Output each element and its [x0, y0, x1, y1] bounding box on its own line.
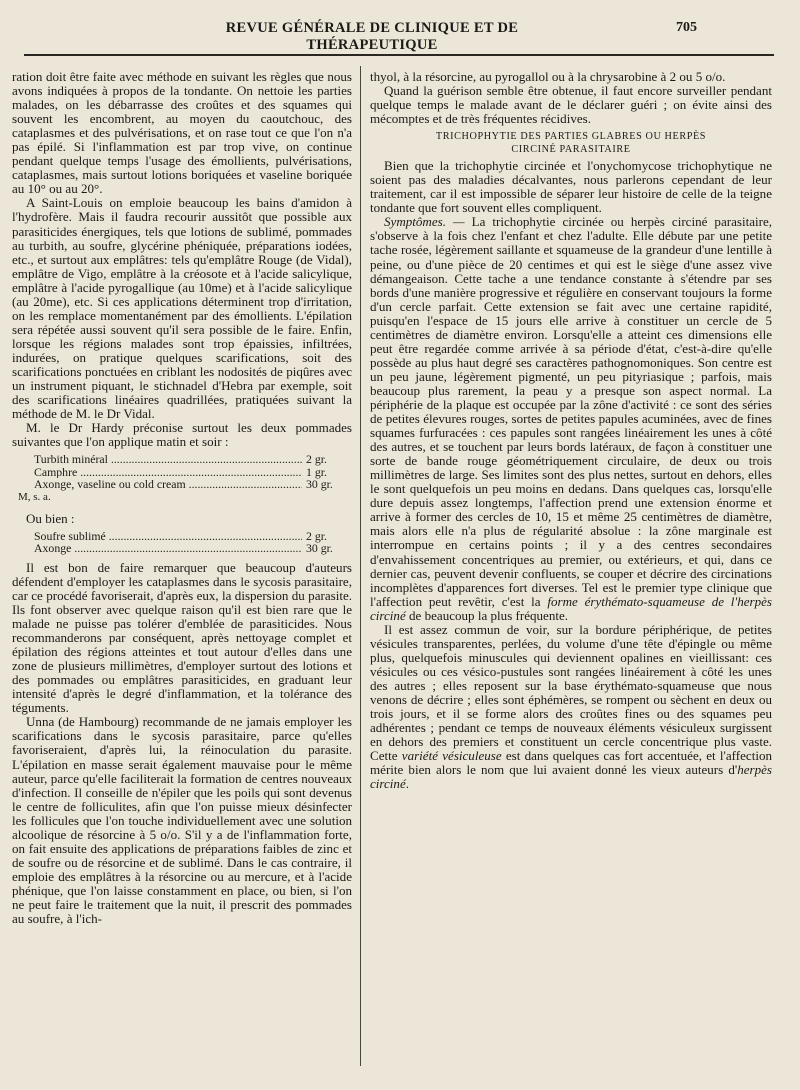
italic-term: variété vésiculeuse [401, 748, 502, 764]
section-heading [370, 130, 772, 156]
formula-block [12, 530, 352, 555]
paragraph [370, 215, 772, 622]
formula-row [12, 466, 352, 479]
ingredient-name: Turbith minéral ..... [12, 453, 302, 466]
paragraph: Il est bon de faire remarquer que beaucoup d'auteurs défendent d'employer les cataplasmes dans le sycosis parasitaire, car ce procédé favoriserait, d'après eux, la dispersion du parasite. Ils font observer avec quelque raison qu'il est bien rare que le malade ne puisse pas tolérer d'emblée de parasiticides. Nous recommanderons par conséquent, après nettoyage complet et épilation des régions atteintes et tout autour d'elles dans une zone de plusieurs millimètres, d'employer surtout des lotions et des pommades ou emplâtres parasiticides, en graduant leur intensité d'après le degré d'inflammation, et la tolérance des téguments. [12, 559, 352, 716]
ingredient-name: Soufre sublimé ..... [12, 530, 302, 543]
italic-term: forme érythémato-squameuse de l'herpès circiné [370, 593, 772, 623]
paragraph-text: La trichophytie circinée ou herpès circiné parasitaire, s'observe à la fois chez l'enfant et chez l'adulte. Elle débute par une petite tache rosée, légèrement saillante et squameuse de la grandeur d'une lentille à peine, ou d'une pièce de 20 centimes et qui est le siège d'une assez vive démangeaison. Cette tache a une tendance constante à s'étendre par ses bords d'une manière progressive et régulière en conservant toujours la forme d'un cercle parfait. Cette extension se fait avec une certaine rapidité, puisqu'en l'espace de 15 jours elle arrive à constituer un cercle de 5 centimètres de diamètre environ. Lorsqu'elle a atteint ces dimensions elle peut être regardée comme arrivée à sa période d'état, c'est-à-dire qu'elle possède au plus haut degré ses caractères pathognomoniques. Son centre est un peu jaune, légèrement pigmenté, un peu pityriasique ; parfois, mais beaucoup plus rarement, la peau y a presque son aspect normal. La périphérie de la plaque est occupée par la zône d'activité : ce sont des séries de petites élevures rouges, sortes de petites papules acuminées, avec de fines squames furfuracées : ces papules sont rangées linéairement les unes à côté des autres, et se touchent par leurs bords latéraux, de façon à constituer une sorte de bande rouge géométriquement circulaire, de deux ou trois millimètres de large. Ses limites sont des plus nettes, surtout en dehors, elles le sont quelquefois un peu moins en dedans. Dans quelques cas, lorsqu'elle dure depuis assez longtemps, l'affection prend une extension énorme et arrive à former des cercles de 10, 15 et même 25 centimètres de diamètre, mais alors elle n'a plus de régularité absolue : la zône marginale est interrompue en certains points ; il y a des centres secondaires d'envahissement concentriques au premier, ou extérieurs, et qui, dans ce dernier cas, peuvent devenir confluents, se couper et décrire des circinations incomplètes d'apparences fort diverses. Tel est le premier type clinique que l'affection peut revêtir, c'est la [370, 214, 773, 609]
paragraph: A Saint-Louis on emploie beaucoup les bains d'amidon à l'hydrofère. Mais il faudra recourir aussitôt que possible aux parasiticides énergiques, tels que lotions de sublimé, pommades au turbith, au soufre, glycérine phéniquée, préparations iodées, etc., et surtout aux emplâtres: tels qu'emplâtre Rouge (de Vidal), emplâtre de Vigo, emplâtre à la créosote et à l'acide salicylique, emplâtre à l'acide pyrogallique (au 10me) et à l'acide salicylique (au 20me), etc. Si ces applications déterminent trop d'irritation, on les remplace momentanément par des émollients. L'épilation sera répétée aussi souvent qu'il sera possible de le faire. Enfin, lorsque les régions malades sont trop épaissies, infiltrées, indurées, on pratique quelques scarifications, soit des scarifications ponctuées en criblant les nodosités de piqûres avec un instrument piquant, le stichnadel d'Hebra par exemple, soit des scarifications linéaires quadrillées, pratiquées suivant la méthode de M. le Dr Vidal. [12, 195, 352, 422]
formula-row [12, 530, 352, 543]
formula-block [12, 453, 352, 503]
ingredient-qty: 2 gr. [306, 528, 327, 543]
page-number: 705 [676, 20, 697, 35]
paragraph-text: est dans quelques cas fort accentuée, et l'affection mérite bien alors le nom que lui avaient donné les vieux auteurs d' [370, 748, 773, 778]
formula-row [12, 453, 352, 466]
ingredient-qty: 30 gr. [306, 477, 333, 492]
formula-row [12, 478, 352, 491]
section-heading-line: CIRCINÉ PARASITAIRE [511, 144, 631, 156]
symptomes-label: Symptômes. — [384, 214, 465, 230]
ingredient-qty: 30 gr. [306, 541, 333, 556]
header-rule [24, 54, 774, 56]
running-title: REVUE GÉNÉRALE DE CLINIQUE ET DE THÉRAPEUTIQUE [225, 20, 519, 53]
ou-bien-label: Ou bien : [26, 510, 75, 526]
page-header [0, 18, 800, 53]
paragraph-text: de beaucoup la plus fréquente. [409, 607, 569, 623]
paragraph: ration doit être faite avec méthode en suivant les règles que nous avons indiquées à propos de la tondante. On nettoie les parties malades, on les débarrasse des croûtes et des squames qui souvent les encombrent, au moyen du caoutchouc, des cataplasmes et des pulvérisations, et on rase tout ce que l'on n'a pas épilé. Si l'inflammation est par trop vive, on continue pendant quelque temps l'usage des émollients, pulvérisations, cataplasmes, mais surtout lotions boriquées et vaseline boriquée au 10° ou au 20°. [12, 69, 352, 197]
column-divider [360, 66, 361, 1066]
paragraph [370, 623, 772, 792]
right-column [370, 70, 772, 791]
left-column [12, 70, 352, 926]
paragraph: Quand la guérison semble être obtenue, il faut encore surveiller pendant quelque temps le malade avant de le déclarer guéri ; on évite ainsi des mécomptes et de très fréquentes récidives. [370, 83, 772, 127]
italic-term: herpès circiné [370, 762, 772, 792]
paragraph: Bien que la trichophytie circinée et l'onychomycose trichophytique ne soient pas des maladies décalvantes, nous parlerons cependant de leur traitement, car il est impossible de séparer leur histoire de celle de la teigne tondante que fort souvent elles compliquent. [370, 158, 772, 216]
paragraph-text: . [405, 776, 410, 792]
paragraph: Unna (de Hambourg) recommande de ne jamais employer les scarifications dans le sycosis parasitaire, parce qu'elles favoriseraient, d'après lui, la réinoculation du parasite. L'épilation en masse serait également mauvaise pour le même auteur, parce qu'elle faciliterait la formation de centres nouveaux d'infection. Il conseille de n'épiler que les poils qui sont devenus le centre de folliculites, afin que l'on puisse mieux désinfecter les follicules que l'on touche individuellement avec une solution alcoolique de résorcine à 5 o/o. S'il y a de l'inflammation forte, on fait ensuite des applications de préparations faibles de zinc et de soufre ou de résorcine et de sublimé. Dans le cas contraire, il emploie des emplâtres à la résorcine ou au mercure, et à l'acide phénique, que l'on laisse constamment en place, ou bien, si l'on ne peut faire le traitement que la nuit, il prescrit des pommades au soufre, à l'ich- [12, 714, 352, 927]
formula-instruction: M, s. a. [18, 491, 51, 504]
ingredient-qty: 2 gr. [306, 452, 327, 467]
ingredient-name: Camphre ..... [12, 466, 302, 479]
paragraph-text: Il est assez commun de voir, sur la bordure périphérique, de petites vésicules transparentes, perlées, du volume d'une tête d'épingle ou même plus, quelquefois minuscules qui deviennent opalines en vieillissant: ces vésicules ou ces vésico-pustules sont rangées linéairement à côté les unes des autres ; elles reposent sur la base érythémato-squameuse que nous venons de décrire ; elles sont éphémères, se rompent ou sèchent en deux ou trois jours, et il se forme alors des croûtes fines ou des squames peu adhérentes ; pendant ce temps de nouveaux éléments vésiculeux surgissent en dehors des premiers et constituent un cercle concentrique plus vaste. Cette [370, 621, 772, 764]
section-heading-line: TRICHOPHYTIE DES PARTIES GLABRES OU HERPÈS [435, 131, 707, 143]
ingredient-name: Axonge ..... [12, 542, 302, 555]
paragraph: thyol, à la résorcine, au pyrogallol ou à la chrysarobine à 2 ou 5 o/o. [370, 69, 726, 84]
ingredient-qty: 1 gr. [306, 464, 327, 479]
formula-row [12, 542, 352, 555]
paragraph: M. le Dr Hardy préconise surtout les deux pommades suivantes que l'on applique matin et soir : [12, 420, 352, 450]
ingredient-name: Axonge, vaseline ou cold cream ..... [12, 478, 302, 491]
